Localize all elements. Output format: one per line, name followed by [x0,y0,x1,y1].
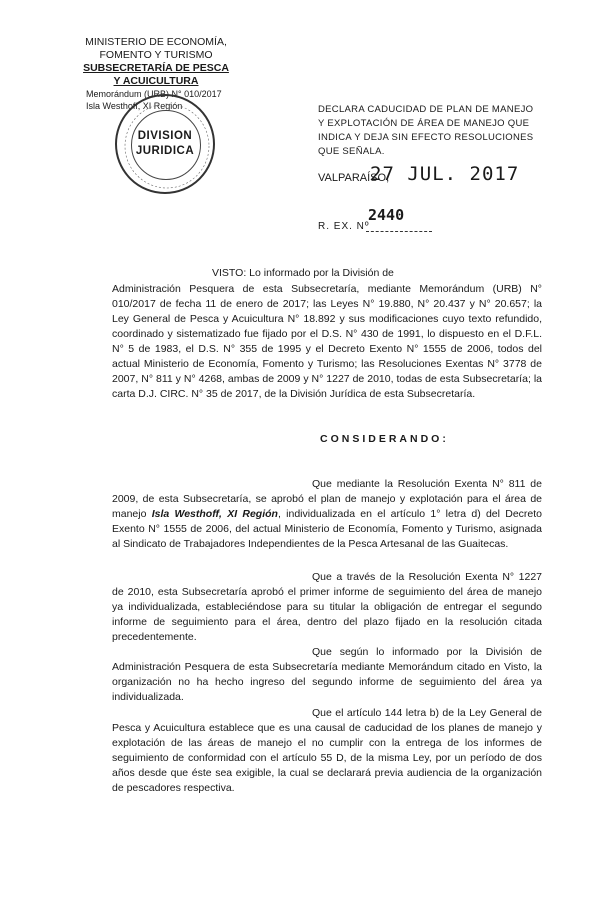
resolution-label: R. EX. Nº [318,221,370,232]
ministry-name: MINISTERIO DE ECONOMÍA, [85,36,227,48]
memo-reference: Memorándum (URB) N° 010/2017 [86,89,222,99]
paragraph-1-end: , individualizada en el artículo 1° letra d) del Decreto Exento N° 1555 de 2006, del actual Ministerio de Economía, Fomento y Turismo, asignada al Sindicato de Trabajadores Independientes de la Pesca Artesanal de las Guaitecas. [112,508,542,550]
subsecretaria-name: SUBSECRETARÍA DE PESCA Y ACUICULTURA [83,62,229,87]
document-date: 27 JUL. 2017 [370,163,520,185]
considerando-paragraph-4: Que el artículo 144 letra b) de la Ley General de Pesca y Acuicultura establece que es una causal de caducidad de los planes de manejo y explotación de las áreas de manejo el no cumplir con la entrega de los informes de seguimiento de conformidad con el artículo 55 D, de la misma Ley, por un período de dos años desde que éste sea exigible, la cual se declarará previa audiencia de la organización de pescadores respectiva. [112,707,542,794]
division-juridica-stamp [115,94,215,194]
resolution-number-line [366,231,432,232]
ministry-name-2: FOMENTO Y TURISMO [99,49,213,61]
visto-paragraph: Administración Pesquera de esta Subsecretaría, mediante Memorándum (URB) N° 010/2017 de fecha 11 de enero de 2017; las Leyes N° 19.880, N° 20.437 y N° 20.657; la Ley General de Pesca y Acuicultura N° 18.892 y sus modificaciones cuyo texto refundido, coordinado y sistematizado fue fijado por el D.S. N° 430 de 1991, lo dispuesto en el D.F.L. N° 5 de 1983, el D.S. N° 355 de 1995 y el Decreto Exento N° 1555 de 2006, todos del actual Ministerio de Economía, Fomento y Turismo; las Resoluciones Exentas N° 3778 de 2007, N° 811 y N° 4268, ambas de 2009 y N° 1227 de 2010, todas de esta Subsecretaría; la carta D.J. CIRC. N° 35 de 2017, de la División Jurídica de esta Subsecretaría. [112,283,542,400]
visto-first-line: VISTO: Lo informado por la División de [212,267,394,279]
document-subject: DECLARA CADUCIDAD DE PLAN DE MANEJO Y EXPLOTACIÓN DE ÁREA DE MANEJO QUE INDICA Y DEJA SIN EFECTO RESOLUCIONES QUE SEÑALA. [318,104,534,157]
document-place: VALPARAÍSO, [318,172,390,184]
resolution-number: 2440 [368,206,405,224]
considerando-paragraph-1 [112,477,542,552]
area-reference: Isla Westhoff, XI Región [86,101,183,111]
considerando-heading: CONSIDERANDO: [320,433,449,445]
considerando-paragraph-3: Que según lo informado por la División de Administración Pesquera de esta Subsecretaría mediante Memorándum citado en Visto, la organización no ha hecho ingreso del segundo informe de seguimiento del área ya individualizada. [112,646,542,703]
paragraph-1-start: Que mediante la Resolución Exenta N° 811 de 2009, de esta Subsecretaría, se aprobó el plan de manejo y explotación para el área de manejo [112,478,542,520]
paragraph-1-area-name: Isla Westhoff, XI Región [151,508,278,520]
considerando-paragraph-2: Que a través de la Resolución Exenta N° 1227 de 2010, esta Subsecretaría aprobó el primer informe de seguimiento del área de manejo ya individualizada, estableciéndose para su titular la obligación de entregar el segundo informe de seguimiento para el área, dentro del plazo fijado en la resolución citada precedentemente. [112,571,542,643]
stamp-line-2: JURIDICA [135,145,195,157]
stamp-line-1: DIVISION [137,130,193,142]
